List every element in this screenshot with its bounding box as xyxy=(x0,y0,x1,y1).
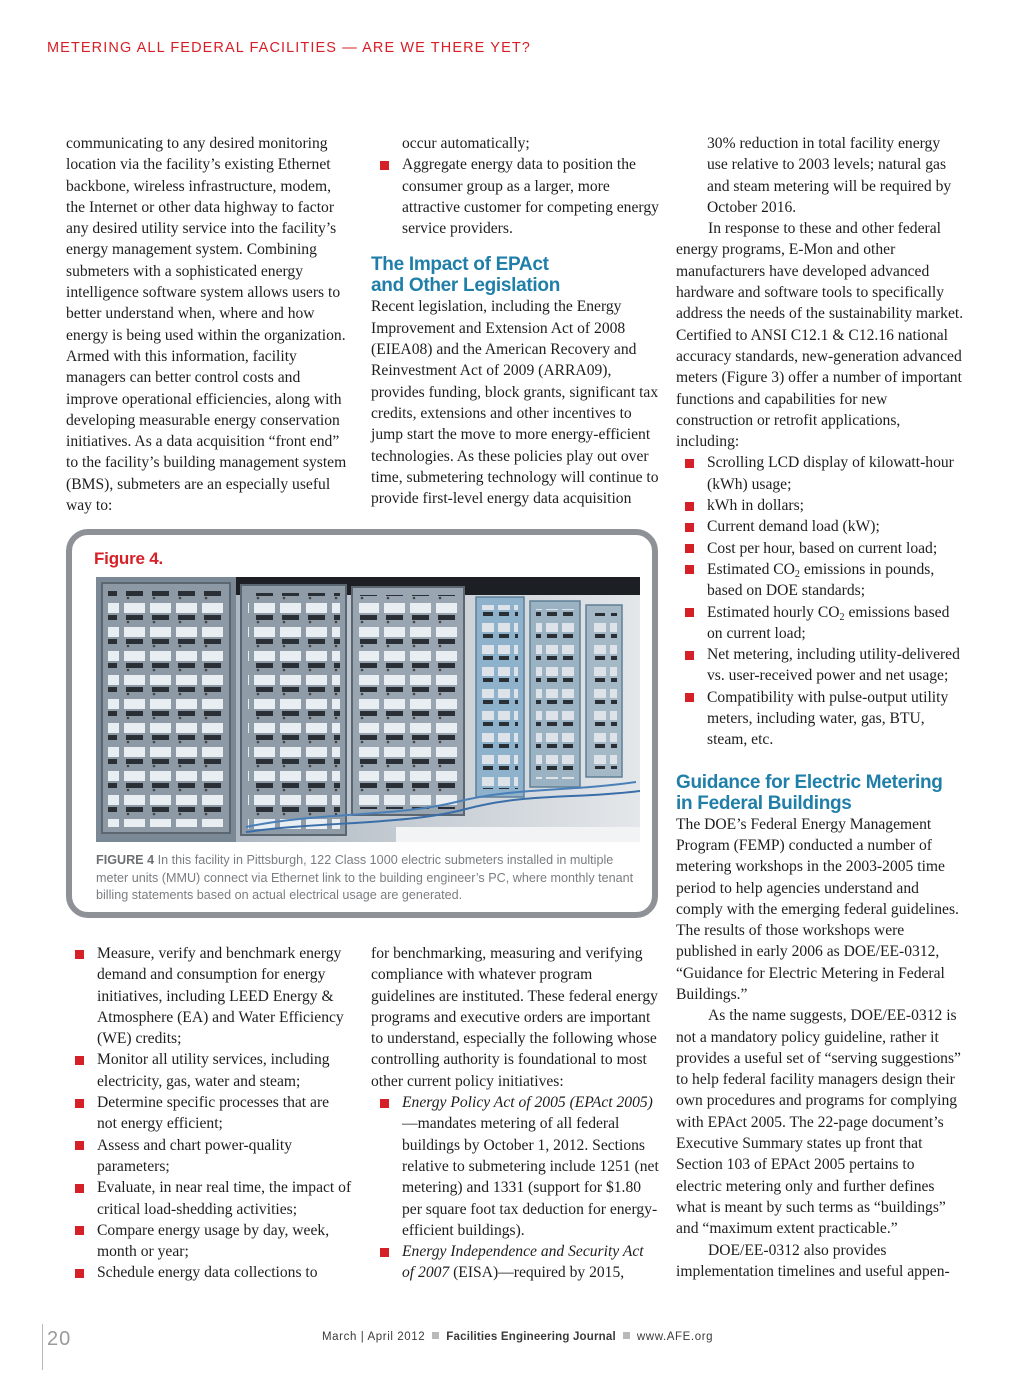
footer-url: www.AFE.org xyxy=(636,1331,714,1343)
body-paragraph: In response to these and other federal energy programs, E-Mon and other manufacturers have developed advanced hardware and software tools to specifically address the needs of the sustainability market. Certified to ANSI C12.1 & C12.16 national accuracy standards, new-generation advanced meters (Figure 3) offer a number of important functions and capabilities for new construction or retrofit applications, including: xyxy=(676,220,964,451)
column-2-bottom xyxy=(371,943,659,1284)
bullet-square-icon xyxy=(380,1099,389,1108)
list-item: Compare energy usage by day, week, month or year; xyxy=(66,1220,352,1263)
bullet-square-icon xyxy=(75,1099,84,1108)
body-paragraph: Recent legislation, including the Energy Improvement and Extension Act of 2008 (EIEA08) and the American Recovery and Reinvestment Act of 2009 (ARRA09), provides funding, block grants, significant tax credits, extensions and other incentives to jump start the move to more energy-efficient technologies. As these policies play out over time, submetering technology will continue to provide first-level energy data acquisition xyxy=(371,298,659,508)
bullet-square-icon xyxy=(685,459,694,468)
list-item: Compatibility with pulse-output utility meters, including water, gas, BTU, steam, etc. xyxy=(676,687,964,751)
bullet-square-icon xyxy=(685,544,694,553)
list-item: Monitor all utility services, including electricity, gas, water and steam; xyxy=(66,1049,352,1092)
body-paragraph: communicating to any desired monitoring location via the facility’s existing Ethernet backbone, wireless infrastructure, modem, the Internet or other data highway to factor any desired utility service into the facility’s energy management system. Combining submeters with a sophisticated energy intelligence software system allows users to better understand when, where and how energy is being used within the organization. Armed with this information, facility managers can better control costs and improve operational efficiencies, along with developing measurable energy conservation initiatives. As a data acquisition “front end” to the facility’s building management system (BMS), submeters are an especially useful way to: xyxy=(66,135,347,515)
running-title: METERING ALL FEDERAL FACILITIES — ARE WE THERE YET? xyxy=(47,40,531,56)
separator-square-icon xyxy=(623,1332,630,1339)
footer xyxy=(322,1331,713,1343)
bullet-square-icon xyxy=(75,1269,84,1278)
list-item: Assess and chart power-quality parameters; xyxy=(66,1135,352,1178)
body-continuation: occur automatically; xyxy=(402,135,530,152)
bullet-list xyxy=(371,154,659,239)
column-1-top xyxy=(66,133,352,516)
list-item: Aggregate energy data to position the consumer group as a larger, more attractive customer for competing energy service providers. xyxy=(371,154,659,239)
list-item: Estimated $CO_2$ emissions in pounds, based on DOE standards; xyxy=(676,559,964,602)
page-number: 20 xyxy=(47,1328,72,1350)
bullet-square-icon xyxy=(685,523,694,532)
list-item: Current demand load (kW); xyxy=(676,516,964,537)
body-paragraph: The DOE’s Federal Energy Management Program (FEMP) conducted a number of metering workshops in the 2003-2005 time period to help agencies understand and comply with the emerging federal guidelines. The results of those workshops were published in early 2006 as DOE/EE-0312, “Guidance for Electric Metering in Federal Buildings.” xyxy=(676,815,959,1003)
list-item: Schedule energy data collections to xyxy=(66,1262,352,1283)
list-item: Net metering, including utility-delivered vs. user-received power and net usage; xyxy=(676,644,964,687)
footer-date: March | April 2012 xyxy=(322,1331,426,1343)
bullet-square-icon xyxy=(75,1226,84,1235)
separator-square-icon xyxy=(432,1332,439,1339)
bullet-square-icon xyxy=(685,651,694,660)
bullet-list xyxy=(66,943,352,1284)
figure-caption: FIGURE 4 In this facility in Pittsburgh, 122 Class 1000 electric submeters installed in multiple meter units (MMU) connect via Ethernet link to the building engineer’s PC, where monthly tenant billing statements based on actual electrical usage are generated. xyxy=(96,853,634,902)
body-paragraph: for benchmarking, measuring and verifying compliance with whatever program guidelines are instituted. These federal energy programs and executive orders are important to understand, especially the following whose controlling authority is foundational to most other current policy initiatives: xyxy=(371,945,658,1090)
feature-bullet-list xyxy=(676,452,964,750)
bullet-square-icon xyxy=(380,1248,389,1257)
section-heading: The Impact of EPAct and Other Legislation xyxy=(371,254,560,297)
column-2-top xyxy=(371,133,659,509)
body-paragraph: DOE/EE-0312 also provides implementation timelines and useful appen- xyxy=(676,1241,950,1280)
list-item: kWh in dollars; xyxy=(676,495,964,516)
bullet-square-icon xyxy=(75,950,84,959)
list-item: Evaluate, in near real time, the impact of critical load-shedding activities; xyxy=(66,1177,352,1220)
list-item: Estimated hourly $CO_2$ emissions based on current load; xyxy=(676,602,964,645)
figure-box xyxy=(66,529,658,918)
column-1-bottom xyxy=(66,943,352,1284)
column-3 xyxy=(676,133,964,1282)
footer-journal: Facilities Engineering Journal xyxy=(446,1331,616,1343)
list-item: Cost per hour, based on current load; xyxy=(676,538,964,559)
section-heading: Guidance for Electric Metering in Federal Buildings xyxy=(676,771,943,814)
legislation-bullet-list xyxy=(371,1092,659,1284)
body-continuation: 30% reduction in total facility energy use relative to 2003 levels; natural gas and steam metering will be required by October 2016. xyxy=(707,135,952,216)
list-item: Energy Policy Act of 2005 (EPAct 2005)—mandates metering of all federal buildings by October 1, 2012. Sections relative to submetering include 1251 (net metering) and 1331 (support for $1.80 per square foot tax deduction for energy-efficient buildings). xyxy=(371,1092,659,1241)
submeter-panels-photo xyxy=(96,577,640,842)
list-item: Measure, verify and benchmark energy demand and consumption for energy initiatives, including LEED Energy & Atmosphere (EA) and Water Efficiency (WE) credits; xyxy=(66,943,352,1049)
bullet-square-icon xyxy=(380,161,389,170)
bullet-square-icon xyxy=(685,502,694,511)
list-item: Determine specific processes that are not energy efficient; xyxy=(66,1092,352,1135)
bullet-square-icon xyxy=(75,1184,84,1193)
body-paragraph: As the name suggests, DOE/EE-0312 is not a mandatory policy guideline, rather it provides a useful set of “serving suggestions” to help federal facility managers design their own procedures and programs for complying with EPAct 2005. The 22-page document’s Executive Summary states up front that Section 103 of EPAct 2005 pertains to electric metering only and further defines what is meant by such terms as “buildings” and “maximum extent practicable.” xyxy=(676,1007,961,1238)
footer-rule xyxy=(42,1324,43,1370)
bullet-square-icon xyxy=(75,1141,84,1150)
list-item: Scrolling LCD display of kilowatt-hour (kWh) usage; xyxy=(676,452,964,495)
bullet-square-icon xyxy=(685,693,694,702)
bullet-square-icon xyxy=(75,1056,84,1065)
list-item: Energy Independence and Security Act of 2007 (EISA)—required by 2015, xyxy=(371,1241,659,1284)
figure-label: Figure 4. xyxy=(94,549,164,568)
bullet-square-icon xyxy=(685,565,694,574)
bullet-square-icon xyxy=(685,608,694,617)
